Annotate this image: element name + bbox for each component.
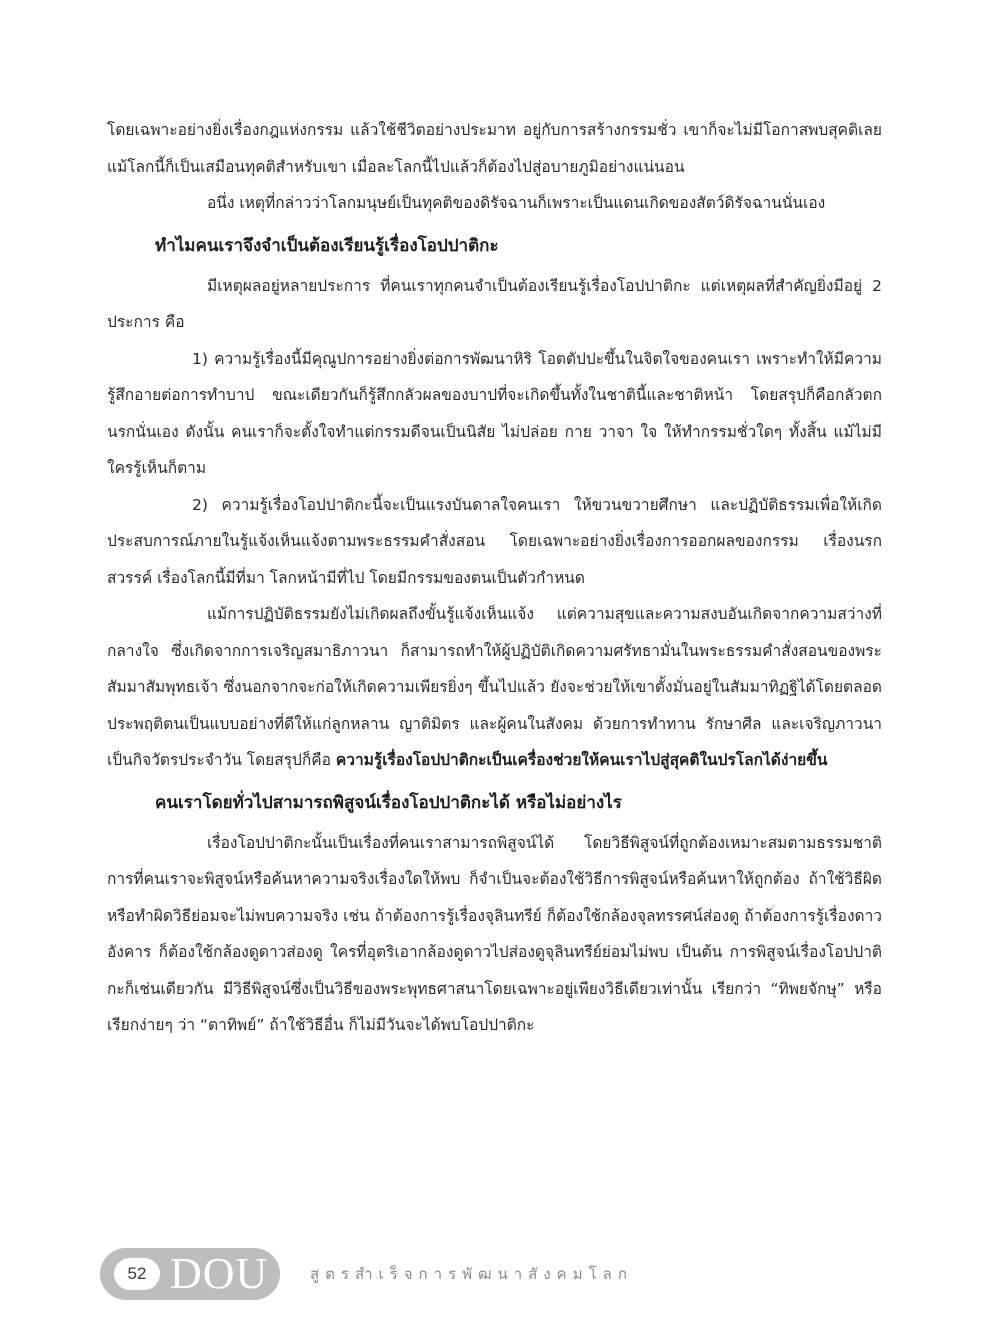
paragraph-6-text: แม้การปฏิบัติธรรมยังไม่เกิดผลถึงขั้นรู้แจ้งเห็นแจ้ง แต่ความสุขและความสงบอันเกิดจากความสว่างที่กลางใจ ซึ่งเกิดจากการเจริญสมาธิภาวนา ก็สามารถทำให้ผู้ปฏิบัติเกิดความศรัทธามั่นในพระธรรมคำสั่งสอนของพระสัมมาสัมพุทธเจ้า ซึ่งนอกจากจะก่อให้เกิดความเพียรยิ่งๆ ขึ้นไปแล้ว ยังจะช่วยให้เขาตั้งมั่นอยู่ในสัมมาทิฏฐิได้โดยตลอด ประพฤติตนเป็นแบบอย่างที่ดีให้แก่ลูกหลาน ญาติมิตร และผู้คนในสังคม ด้วยการทำทาน รักษาศีล และเจริญภาวนาเป็นกิจวัตรประจำวัน โดยสรุปก็คือ <box>107 605 882 769</box>
paragraph-3: มีเหตุผลอยู่หลายประการ ที่คนเราทุกคนจำเป็นต้องเรียนรู้เรื่องโอปปาติกะ แต่เหตุผลที่สำคัญยิ่งมีอยู่ 2 ประการ คือ <box>107 276 882 331</box>
heading-can-prove: คนเราโดยทั่วไปสามารถพิสูจน์เรื่องโอปปาติกะได้ หรือไม่อย่างไร <box>155 792 622 813</box>
paragraph-1: โดยเฉพาะอย่างยิ่งเรื่องกฎแห่งกรรม แล้วใช้ชีวิตอย่างประมาท อยู่กับการสร้างกรรมชั่ว เขาก็จะไม่มีโอกาสพบสุคติเลย แม้โลกนี้ก็เป็นเสมือนทุคติสำหรับเขา เมื่อละโลกนี้ไปแล้วก็ต้องไปสู่อบายภูมิอย่างแน่นอน <box>107 121 882 176</box>
footer-badge <box>100 1248 280 1300</box>
paragraph-2: อนึ่ง เหตุที่กล่าวว่าโลกมนุษย์เป็นทุคติของดิรัจฉานก็เพราะเป็นแดนเกิดของสัตว์ดิรัจฉานนั่นเอง <box>207 194 826 212</box>
paragraph-6-bold: ความรู้เรื่องโอปปาติกะเป็นเครื่องช่วยให้คนเราไปสู่สุคติในปรโลกได้ง่ายขึ้น <box>335 751 828 769</box>
dou-logo: DOU <box>170 1249 269 1298</box>
paragraph-reason-2: 2) ความรู้เรื่องโอปปาติกะนี้จะเป็นแรงบันดาลใจคนเรา ให้ขวนขวายศึกษา และปฏิบัติธรรมเพื่อให้เกิดประสบการณ์ภายในรู้แจ้งเห็นแจ้งตามพระธรรมคำสั่งสอน โดยเฉพาะอย่างยิ่งเรื่องการออกผลของกรรม เรื่องนรก สวรรค์ เรื่องโลกนี้มีที่มา โลกหน้ามีที่ไป โดยมีกรรมของตนเป็นตัวกำหนด <box>107 495 882 587</box>
page-body <box>107 112 882 1044</box>
heading-why-learn: ทำไมคนเราจึงจำเป็นต้องเรียนรู้เรื่องโอปปาติกะ <box>155 235 499 256</box>
paragraph-reason-1: 1) ความรู้เรื่องนี้มีคุณูปการอย่างยิ่งต่อการพัฒนาหิริ โอตตัปปะขึ้นในจิตใจของคนเรา เพราะทำให้มีความรู้สึกอายต่อการทำบาป ขณะเดียวกันก็รู้สึกกลัวผลของบาปที่จะเกิดขึ้นทั้งในชาตินี้และชาติหน้า โดยสรุปก็คือกลัวตกนรกนั่นเอง ดังนั้น คนเราก็จะตั้งใจทำแต่กรรมดีจนเป็นนิสัย ไม่ปล่อย กาย วาจา ใจ ให้ทำกรรมชั่วใดๆ ทั้งสิ้น แม้ไม่มีใครรู้เห็นก็ตาม <box>107 349 882 477</box>
page-footer <box>100 1248 900 1300</box>
paragraph-7: เรื่องโอปปาติกะนั้นเป็นเรื่องที่คนเราสามารถพิสูจน์ได้ โดยวิธีพิสูจน์ที่ถูกต้องเหมาะสมตามธรรมชาติ การที่คนเราจะพิสูจน์หรือค้นหาความจริงเรื่องใดให้พบ ก็จำเป็นจะต้องใช้วิธีการพิสูจน์หรือค้นหาให้ถูกต้อง ถ้าใช้วิธีผิดหรือทำผิดวิธีย่อมจะไม่พบความจริง เช่น ถ้าต้องการรู้เรื่องจุลินทรีย์ ก็ต้องใช้กล้องจุลทรรศน์ส่องดู ถ้าต้องการรู้เรื่องดาวอังคาร ก็ต้องใช้กล้องดูดาวส่องดู ใครที่อุตริเอากล้องดูดาวไปส่องดูจุลินทรีย์ย่อมไม่พบ เป็นต้น การพิสูจน์เรื่องโอปปาติกะก็เช่นเดียวกัน มีวิธีพิสูจน์ซึ่งเป็นวิธีของพระพุทธศาสนาโดยเฉพาะอยู่เพียงวิธีเดียวเท่านั้น เรียกว่า “ทิพยจักษุ” หรือเรียกง่ายๆ ว่า “ตาทิพย์” ถ้าใช้วิธีอื่น ก็ไม่มีวันจะได้พบโอปปาติกะ <box>107 833 882 1034</box>
page-number: 52 <box>114 1258 160 1290</box>
series-title: สูตรสำเร็จการพัฒนาสังคมโลก <box>310 1265 633 1283</box>
paragraph-6 <box>107 596 882 779</box>
